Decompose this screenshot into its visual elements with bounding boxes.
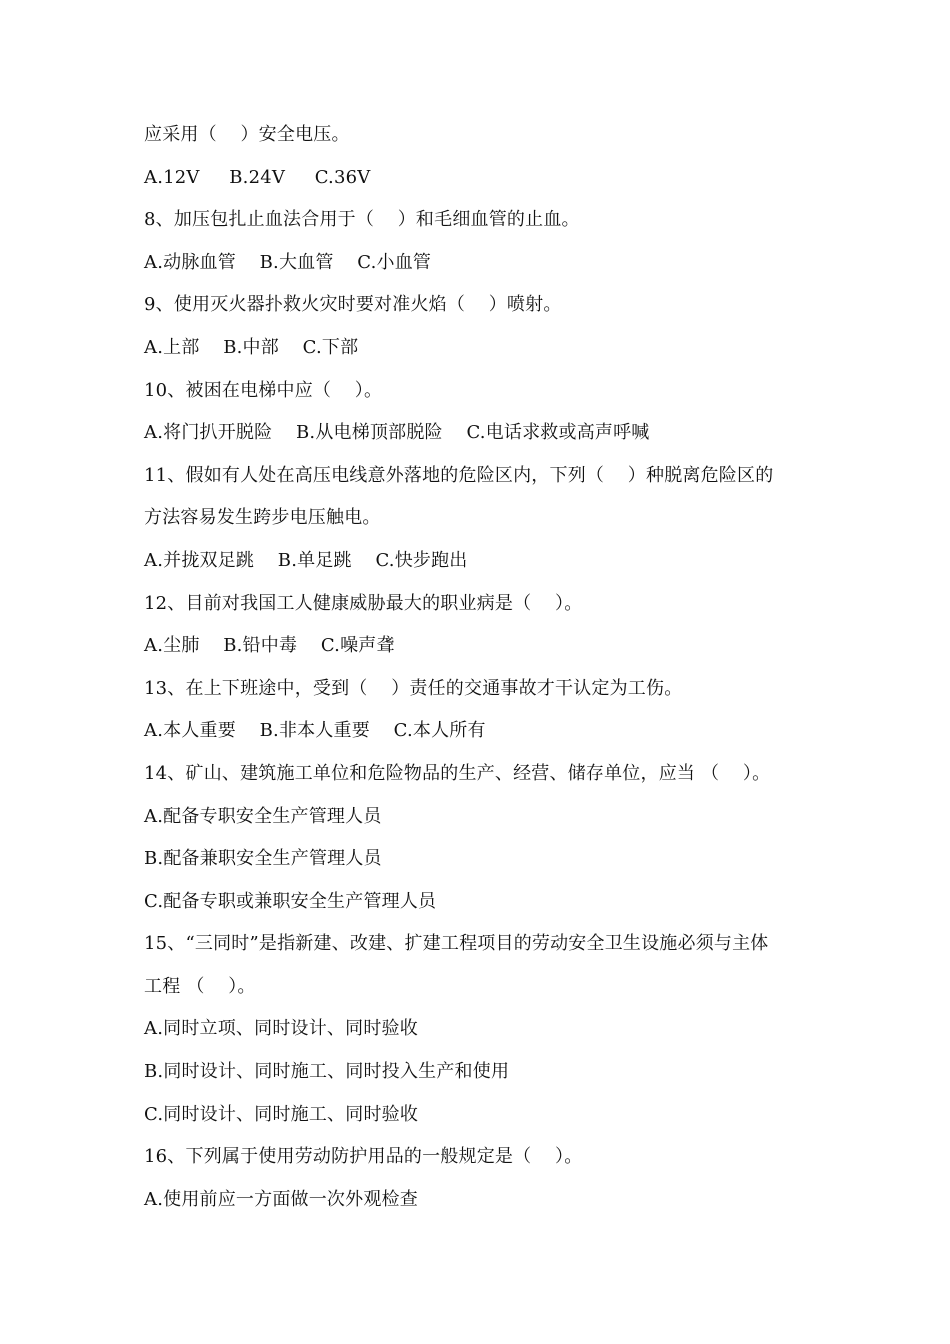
question-15-option-c: C.同时设计、同时施工、同时验收: [144, 1103, 419, 1125]
question-11-continuation: 方法容易发生跨步电压触电。: [144, 507, 381, 529]
document-body: [144, 114, 824, 1221]
question-15: 15、“三同时”是指新建、改建、扩建工程项目的劳动安全卫生设施必须与主体: [144, 933, 769, 955]
question-14-option-c: C.配备专职或兼职安全生产管理人员: [144, 890, 437, 912]
question-12-options: A.尘肺 B.铅中毒 C.噪声聋: [144, 635, 395, 657]
question-9: 9、使用灭火器扑救火灾时要对准火焰（ ）喷射。: [144, 294, 562, 316]
question-13: 13、在上下班途中，受到（ ）责任的交通事故才干认定为工伤。: [144, 677, 683, 699]
question-7-options: A.12V B.24V C.36V: [144, 166, 371, 188]
question-15-option-a: A.同时立项、同时设计、同时验收: [144, 1018, 418, 1040]
question-7-continuation: 应采用（ ）安全电压。: [144, 124, 350, 145]
question-16-option-a: A.使用前应一方面做一次外观检查: [144, 1188, 418, 1210]
question-8-options: A.动脉血管 B.大血管 C.小血管: [144, 251, 432, 273]
question-11-options: A.并拢双足跳 B.单足跳 C.快步跑出: [144, 549, 468, 571]
question-9-options: A.上部 B.中部 C.下部: [144, 336, 359, 358]
question-8: 8、加压包扎止血法合用于（ ）和毛细血管的止血。: [144, 209, 580, 231]
question-15-continuation: 工程 （ ）。: [144, 975, 256, 997]
question-13-options: A.本人重要 B.非本人重要 C.本人所有: [144, 720, 486, 742]
question-14: 14、矿山、建筑施工单位和危险物品的生产、经营、储存单位，应当 （ ）。: [144, 762, 771, 784]
question-14-option-b: B.配备兼职安全生产管理人员: [144, 848, 382, 870]
question-10-options: A.将门扒开脱险 B.从电梯顶部脱险 C.电话求救或高声呼喊: [144, 422, 650, 444]
question-14-option-a: A.配备专职安全生产管理人员: [144, 805, 382, 827]
question-15-option-b: B.同时设计、同时施工、同时投入生产和使用: [144, 1061, 510, 1083]
question-10: 10、被困在电梯中应（ ）。: [144, 379, 383, 401]
question-12: 12、目前对我国工人健康威胁最大的职业病是（ ）。: [144, 592, 583, 614]
question-16: 16、下列属于使用劳动防护用品的一般规定是（ ）。: [144, 1146, 583, 1168]
question-11: 11、假如有人处在高压电线意外落地的危险区内，下列（ ）种脱离危险区的: [144, 464, 774, 486]
